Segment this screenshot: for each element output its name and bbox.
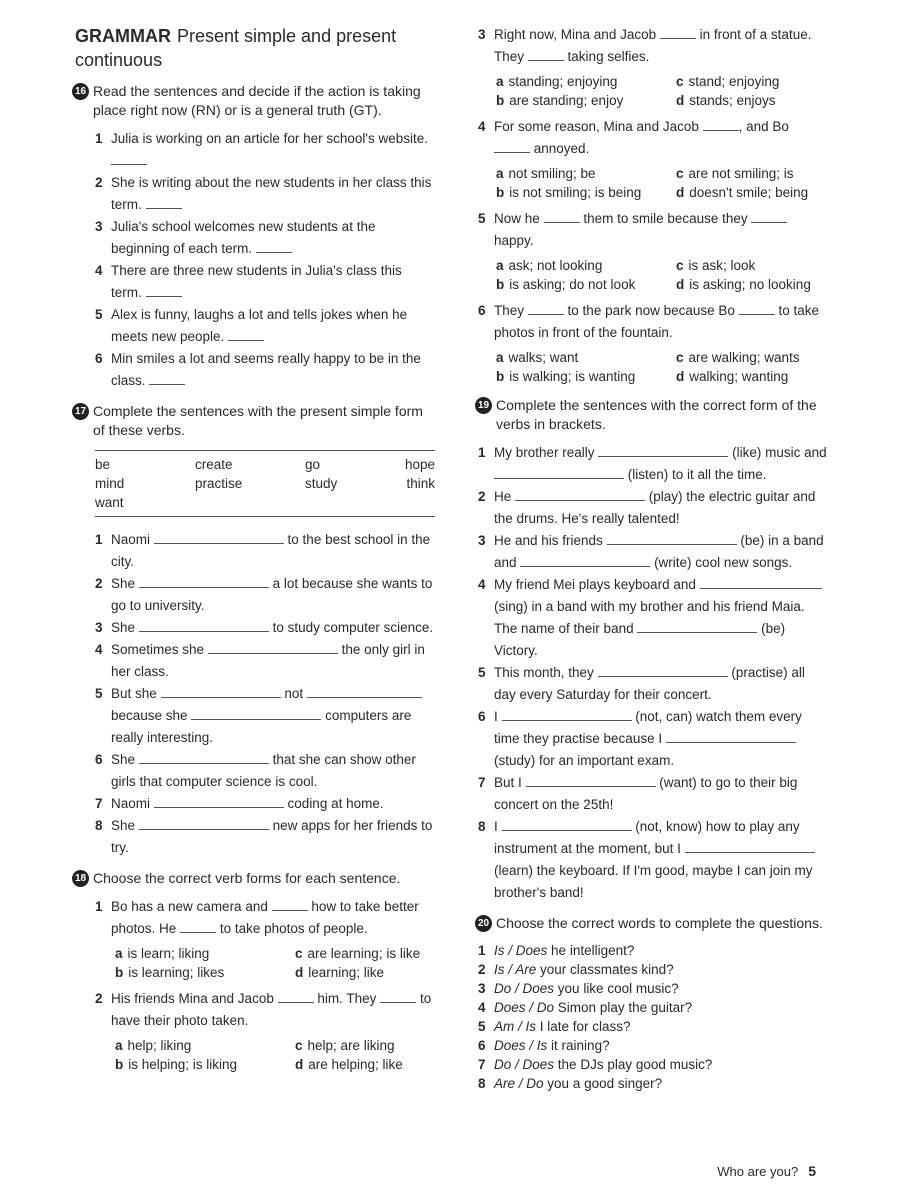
option-d[interactable]: d walking; wanting — [676, 369, 789, 384]
exercise-number-badge: 20 — [475, 915, 492, 932]
answer-blank[interactable] — [494, 138, 530, 153]
exercise-number-badge: 16 — [72, 83, 89, 100]
list-item: 3 Right now, Mina and Jacob in front of a statue. They taking selfies. — [478, 24, 828, 68]
list-item: 4 My friend Mei plays keyboard and (sing) in a band with my brother and his friend Maia. The name of their band (be) Victory. — [478, 574, 828, 662]
word: want — [95, 495, 124, 510]
exercise-20-items — [478, 941, 828, 1093]
answer-blank[interactable] — [380, 988, 416, 1003]
right-column — [478, 24, 828, 1093]
list-item: 4 There are three new students in Julia's class this term. — [95, 263, 402, 300]
answer-blank[interactable] — [515, 486, 645, 501]
answer-blank[interactable] — [146, 194, 182, 209]
list-item: 5 But she not because she computers are really interesting. — [95, 683, 435, 749]
options — [496, 348, 828, 386]
list-item: 7 Do / Does the DJs play good music? — [478, 1057, 713, 1072]
list-item: 4 For some reason, Mina and Jacob , and Bo annoyed. — [478, 116, 828, 160]
word: hope — [404, 457, 435, 472]
option-b[interactable]: b is helping; is liking — [115, 1057, 238, 1072]
answer-blank[interactable] — [146, 282, 182, 297]
list-item: 2 She is writing about the new students in her class this term. — [95, 175, 432, 212]
choice[interactable]: Is / Does — [494, 943, 548, 958]
answer-blank[interactable] — [751, 208, 787, 223]
options — [496, 256, 828, 294]
word: be — [95, 457, 111, 472]
option-b[interactable]: b is walking; is wanting — [496, 369, 636, 384]
answer-blank[interactable] — [139, 749, 269, 764]
answer-blank[interactable] — [278, 988, 314, 1003]
word: practise — [195, 476, 243, 491]
choice[interactable]: Do / Does — [494, 1057, 555, 1072]
answer-blank[interactable] — [739, 300, 775, 315]
answer-blank[interactable] — [666, 728, 796, 743]
option-b[interactable]: b is not smiling; is being — [496, 185, 642, 200]
list-item: 6 She that she can show other girls that computer science is cool. — [95, 749, 435, 793]
option-a[interactable]: a walks; want — [496, 350, 579, 365]
answer-blank[interactable] — [139, 573, 269, 588]
exercise-instruction: Choose the correct verb forms for each sentence. — [93, 870, 401, 886]
exercise-19-items — [478, 442, 828, 904]
exercise-instruction: Read the sentences and decide if the action is taking place right now (RN) or is a general truth (GT). — [93, 83, 421, 118]
list-item: 8 Are / Do you a good singer? — [478, 1076, 663, 1091]
answer-blank[interactable] — [526, 772, 656, 787]
answer-blank[interactable] — [544, 208, 580, 223]
list-item: 4 Does / Do Simon play the guitar? — [478, 1000, 693, 1015]
option-c[interactable]: c are learning; is like — [295, 946, 421, 961]
exercise-number-badge: 18 — [72, 870, 89, 887]
answer-blank[interactable] — [598, 662, 728, 677]
exercise-19-heading — [478, 396, 828, 434]
answer-blank[interactable] — [161, 683, 281, 698]
exercise-18-items-c — [478, 24, 828, 68]
answer-blank[interactable] — [111, 150, 147, 165]
section-title — [75, 24, 435, 72]
options — [115, 944, 435, 982]
word: create — [195, 457, 233, 472]
list-item: 2 He (play) the electric guitar and the drums. He's really talented! — [478, 486, 828, 530]
options — [496, 72, 828, 110]
exercise-instruction: Complete the sentences with the correct form of the verbs in brackets. — [496, 397, 817, 432]
page-footer — [717, 1163, 816, 1179]
list-item: 2 She a lot because she wants to go to university. — [95, 573, 435, 617]
word: think — [406, 476, 435, 491]
option-c[interactable]: c are not smiling; is — [676, 166, 794, 181]
word-box — [95, 450, 435, 517]
option-b[interactable]: b is learning; likes — [115, 965, 225, 980]
answer-blank[interactable] — [191, 705, 321, 720]
answer-blank[interactable] — [700, 574, 822, 589]
answer-blank[interactable] — [272, 896, 308, 911]
option-d[interactable]: d learning; like — [295, 965, 385, 980]
exercise-18-heading — [75, 869, 435, 888]
list-item: 5 Am / Is I late for class? — [478, 1019, 631, 1034]
exercise-16-heading — [75, 82, 435, 120]
answer-blank[interactable] — [494, 464, 624, 479]
option-d[interactable]: d stands; enjoys — [676, 93, 776, 108]
option-c[interactable]: c help; are liking — [295, 1038, 395, 1053]
exercise-18-items-a — [95, 896, 435, 940]
list-item: 6 They to the park now because Bo to take photos in front of the fountain. — [478, 300, 828, 344]
answer-blank[interactable] — [660, 24, 696, 39]
grammar-label: GRAMMAR — [75, 26, 171, 46]
answer-blank[interactable] — [528, 46, 564, 61]
choice[interactable]: Are / Do — [494, 1076, 544, 1091]
answer-blank[interactable] — [703, 116, 739, 131]
list-item: 3 Julia's school welcomes new students at the beginning of each term. — [95, 219, 376, 256]
list-item: 5 This month, they (practise) all day every Saturday for their concert. — [478, 662, 828, 706]
exercise-instruction: Choose the correct words to complete the questions. — [496, 915, 823, 931]
exercise-18-items-d — [478, 116, 828, 160]
choice[interactable]: Do / Does — [494, 981, 555, 996]
exercise-number-badge: 19 — [475, 397, 492, 414]
list-item: 1 My brother really (like) music and (listen) to it all the time. — [478, 442, 828, 486]
list-item: 3 He and his friends (be) in a band and (write) cool new songs. — [478, 530, 828, 574]
answer-blank[interactable] — [139, 617, 269, 632]
exercise-20-heading — [478, 914, 828, 933]
option-c[interactable]: c is ask; look — [676, 258, 756, 273]
list-item: 2 Is / Are your classmates kind? — [478, 962, 674, 977]
answer-blank[interactable] — [228, 326, 264, 341]
list-item: 1 Julia is working on an article for her school's website. — [95, 128, 435, 172]
answer-blank[interactable] — [520, 552, 650, 567]
list-item: 5 Now he them to smile because they happy. — [478, 208, 828, 252]
list-item: 3 Do / Does you like cool music? — [478, 981, 679, 996]
option-a[interactable]: a is learn; liking — [115, 946, 210, 961]
list-item: 7 But I (want) to go to their big concert on the 25th! — [478, 772, 828, 816]
answer-blank[interactable] — [598, 442, 728, 457]
exercise-18-items-b — [95, 988, 435, 1032]
answer-blank[interactable] — [502, 706, 632, 721]
word: mind — [95, 476, 125, 491]
answer-blank[interactable] — [208, 639, 338, 654]
choice[interactable]: Is / Are — [494, 962, 537, 977]
list-item: 4 Sometimes she the only girl in her class. — [95, 639, 435, 683]
option-c[interactable]: c stand; enjoying — [676, 74, 780, 89]
answer-blank[interactable] — [154, 529, 284, 544]
page-number: 5 — [808, 1163, 816, 1179]
exercise-18-items-f — [478, 300, 828, 344]
option-c[interactable]: c are walking; wants — [676, 350, 800, 365]
option-d[interactable]: d are helping; like — [295, 1057, 403, 1072]
word: go — [305, 457, 321, 472]
option-a[interactable]: a not smiling; be — [496, 166, 596, 181]
option-b[interactable]: b are standing; enjoy — [496, 93, 624, 108]
answer-blank[interactable] — [685, 838, 815, 853]
answer-blank[interactable] — [528, 300, 564, 315]
answer-blank[interactable] — [307, 683, 422, 698]
topic-label: Present simple and present continuous — [75, 26, 397, 70]
left-column — [75, 24, 435, 1080]
exercise-18-items-e — [478, 208, 828, 252]
list-item: 6 Does / Is it raining? — [478, 1038, 610, 1053]
option-b[interactable]: b is asking; do not look — [496, 277, 636, 292]
list-item: 7 Naomi coding at home. — [95, 793, 435, 815]
answer-blank[interactable] — [149, 370, 185, 385]
option-d[interactable]: d is asking; no looking — [676, 277, 811, 292]
list-item: 3 She to study computer science. — [95, 617, 435, 639]
option-d[interactable]: d doesn't smile; being — [676, 185, 809, 200]
choice[interactable]: Am / Is — [494, 1019, 537, 1034]
option-a[interactable]: a ask; not looking — [496, 258, 603, 273]
list-item: 6 Min smiles a lot and seems really happy to be in the class. — [95, 351, 421, 388]
footer-text: Who are you? — [717, 1164, 799, 1179]
list-item: 6 I (not, can) watch them every time they practise because I (study) for an important exam. — [478, 706, 828, 772]
list-item: 2 His friends Mina and Jacob him. They to have their photo taken. — [95, 988, 435, 1032]
answer-blank[interactable] — [502, 816, 632, 831]
choice[interactable]: Does / Do — [494, 1000, 555, 1015]
exercise-16-items — [95, 128, 435, 392]
option-a[interactable]: a help; liking — [115, 1038, 192, 1053]
list-item: 8 She new apps for her friends to try. — [95, 815, 435, 859]
option-a[interactable]: a standing; enjoying — [496, 74, 618, 89]
choice[interactable]: Does / Is — [494, 1038, 548, 1053]
exercise-instruction: Complete the sentences with the present simple form of these verbs. — [93, 403, 423, 438]
list-item: 5 Alex is funny, laughs a lot and tells jokes when he meets new people. — [95, 307, 408, 344]
answer-blank[interactable] — [607, 530, 737, 545]
answer-blank[interactable] — [154, 793, 284, 808]
options — [115, 1036, 435, 1074]
answer-blank[interactable] — [180, 918, 216, 933]
answer-blank[interactable] — [139, 815, 269, 830]
options — [496, 164, 828, 202]
answer-blank[interactable] — [256, 238, 292, 253]
word: study — [305, 476, 338, 491]
list-item: 1 Naomi to the best school in the city. — [95, 529, 435, 573]
exercise-17-items — [95, 529, 435, 859]
exercise-17-heading — [75, 402, 435, 440]
list-item: 8 I (not, know) how to play any instrument at the moment, but I (learn) the keyboard. If I'm good, maybe I can join my brother's band! — [478, 816, 828, 904]
answer-blank[interactable] — [637, 618, 757, 633]
list-item: 1 Is / Does he intelligent? — [478, 943, 635, 958]
list-item: 1 Bo has a new camera and how to take better photos. He to take photos of people. — [95, 896, 435, 940]
exercise-number-badge: 17 — [72, 403, 89, 420]
